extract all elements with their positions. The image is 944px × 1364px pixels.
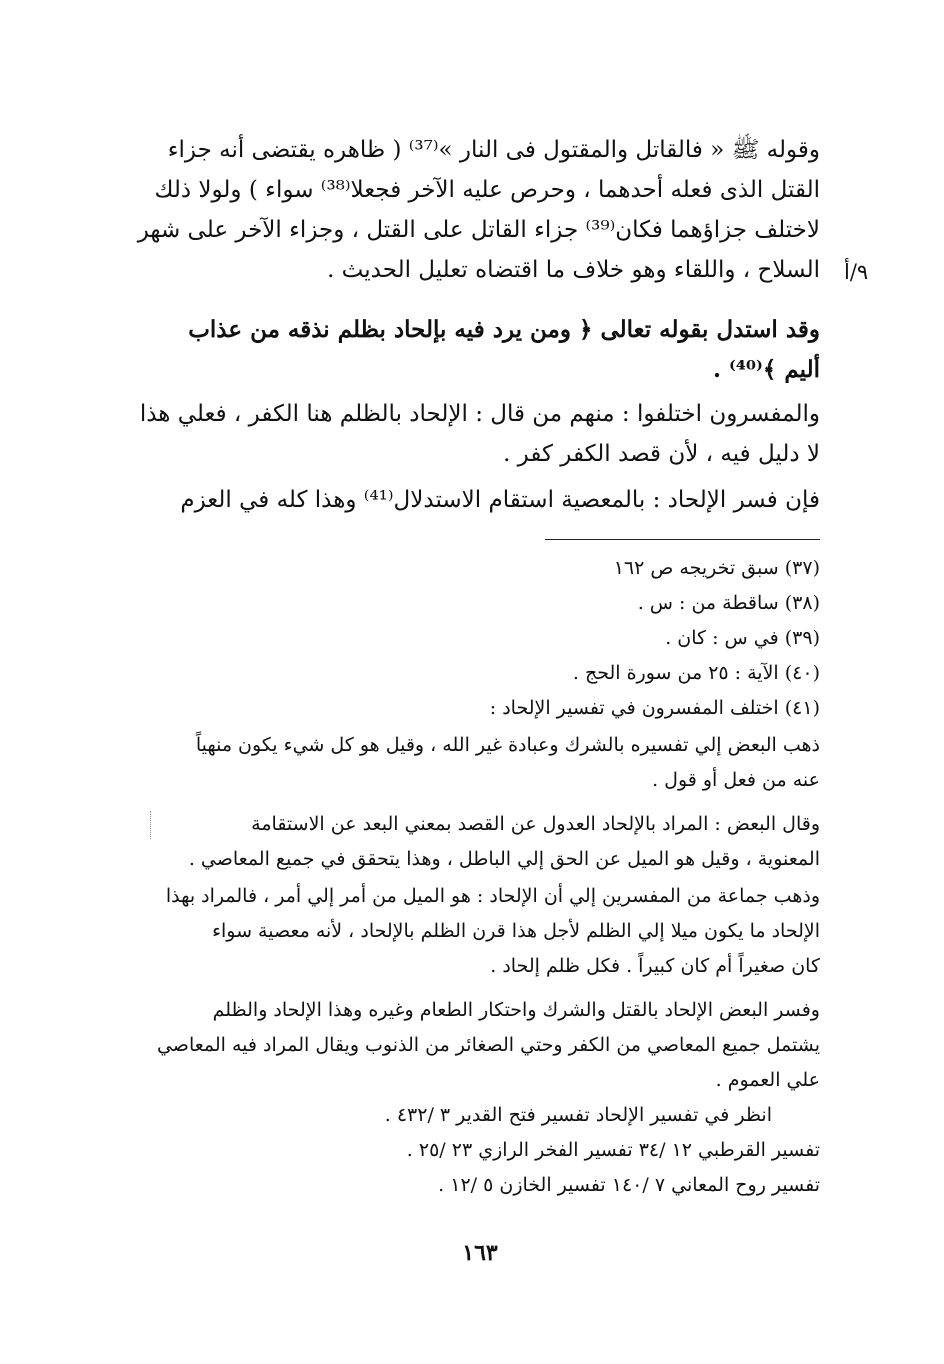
footnote-40: (٤٠) الآية : ٢٥ من سورة الحج . <box>572 662 820 684</box>
text-line: القتل الذى فعله أحدهما ، وحرص عليه الآخر فجعلا⁽³⁸⁾ سواء ) ولولا ذلك <box>154 177 820 203</box>
footnote-41-line: كان صغيراً أم كان كبيراً . فكل ظلم إلحاد . <box>490 955 820 977</box>
footnote-41-line: الإلحاد ما يكون ميلا إلي الظلم لأجل هذا قرن الظلم بالإلحاد ، لأنه معصية سواء <box>212 920 820 942</box>
paragraph-hadith <box>137 130 820 290</box>
text-line: أليم ﴾⁽⁴⁰⁾ . <box>712 356 820 383</box>
footnote-41-line: وفسر البعض الإلحاد بالقتل والشرك واحتكار الطعام وغيره وهذا الإلحاد والظلم <box>212 999 820 1021</box>
page-number: ١٦٣ <box>462 1240 498 1266</box>
text-line: وقوله ﷺ « فالقاتل والمقتول فى النار »⁽³⁷⁾ ( ظاهره يقتضى أنه جزاء <box>167 137 820 163</box>
paragraph-ilhad <box>148 480 820 520</box>
footnote-41-reference: تفسير القرطبي ١٢ /٣٤ تفسير الفخر الرازي ٢٣ /٢٥ . <box>406 1139 820 1161</box>
footnote-38: (٣٨) ساقطة من : س . <box>637 592 820 614</box>
footnote-39: (٣٩) في س : كان . <box>665 627 820 649</box>
text-line: السلاح ، واللقاء وهو خلاف ما اقتضاه تعليل الحديث . <box>327 257 820 283</box>
footnote-41-reference: انظر في تفسير الإلحاد تفسير فتح القدير ٣ /٤٣٢ . <box>384 1104 772 1126</box>
text-line: فإن فسر الإلحاد : بالمعصية استقام الاستدلال⁽⁴¹⁾ وهذا كله في العزم <box>180 487 820 513</box>
margin-folio-note: ٩/أ <box>844 260 869 284</box>
footnote-41-line: يشتمل جميع المعاصي من الكفر وحتي الصغائر من الذنوب ويقال المراد فيه المعاصي <box>156 1034 820 1056</box>
footnote-separator <box>545 539 820 540</box>
text-line: وقد استدل بقوله تعالى ﴿ ومن يرد فيه بإلحاد بظلم نذقه من عذاب <box>188 316 820 343</box>
footnote-41-line: علي العموم . <box>715 1069 820 1091</box>
footnote-41-line: ذهب البعض إلي تفسيره بالشرك وعبادة غير الله ، وقيل هو كل شيء يكون منهياً <box>195 734 820 756</box>
text-line: لا دليل فيه ، لأن قصد الكفر كفر . <box>503 441 820 467</box>
footnote-41-line: عنه من فعل أو قول . <box>652 769 820 791</box>
footnote-41-line: المعنوية ، وقيل هو الميل عن الحق إلي الباطل ، وهذا يتحقق في جميع المعاصي . <box>188 848 820 870</box>
text-line: والمفسرون اختلفوا : منهم من قال : الإلحاد بالظلم هنا الكفر ، فعلي هذا <box>139 401 820 427</box>
footnote-37: (٣٧) سبق تخريجه ص ١٦٢ <box>613 557 820 579</box>
paragraph-mufassirun <box>139 394 820 474</box>
footnote-41-reference: تفسير روح المعاني ٧ /١٤٠ تفسير الخازن ٥ /١٢ . <box>438 1174 820 1196</box>
text-line: لاختلف جزاؤهما فكان⁽³⁹⁾ جزاء القاتل على القتل ، وجزاء الآخر على شهر <box>137 217 820 243</box>
scan-margin-mark <box>150 811 157 839</box>
footnote-41: (٤١) اختلف المفسرون في تفسير الإلحاد : <box>489 697 820 719</box>
footnote-41-line: وذهب جماعة من المفسرين إلي أن الإلحاد : هو الميل من أمر إلي أمر ، فالمراد بهذا <box>165 885 820 907</box>
footnote-41-line: وقال البعض : المراد بالإلحاد العدول عن القصد بمعني البعد عن الاستقامة <box>251 813 820 835</box>
paragraph-quran-verse <box>148 310 820 390</box>
